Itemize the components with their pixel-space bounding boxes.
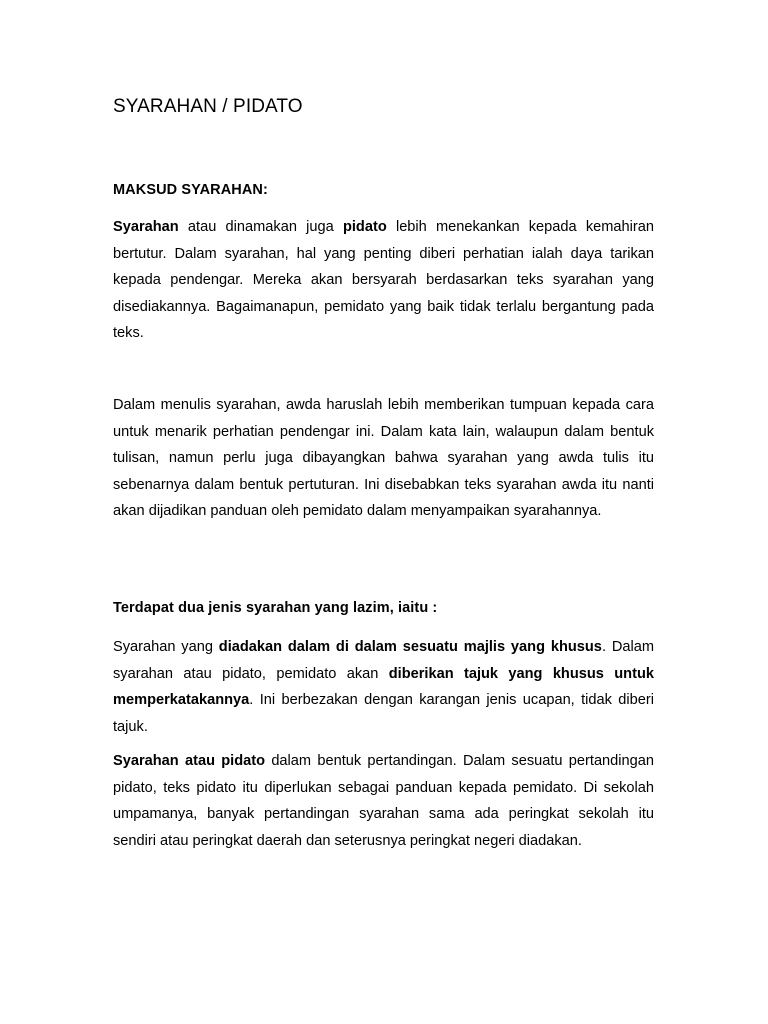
- bold-phrase: Syarahan atau pidato: [113, 753, 266, 769]
- text-span: lebih menekankan kepada kemahiran bertutur. Dalam syarahan, hal yang penting diberi perhatian ialah daya tarikan kepada pendengar. Mereka akan bersyarah berdasarkan teks syarahan yang disediakannya. Bagaimanapun, pemidato yang baik tidak terlalu bergantung pada teks.: [113, 219, 654, 342]
- paragraph-type-one: [113, 634, 654, 740]
- bold-phrase: diberikan tajuk yang khusus untuk memperkatakannya: [113, 665, 654, 709]
- bold-term: Syarahan: [113, 219, 179, 235]
- paragraph-writing-guidance: Dalam menulis syarahan, awda haruslah lebih memberikan tumpuan kepada cara untuk menarik perhatian pendengar ini. Dalam kata lain, walaupun dalam bentuk tulisan, namun perlu juga dibayangkan bahwa syarahan yang awda tulis itu sebenarnya dalam bentuk pertuturan. Ini disebabkan teks syarahan awda itu nanti akan dijadikan panduan oleh pemidato dalam menyampaikan syarahannya.: [113, 397, 654, 520]
- text-span: Syarahan yang: [113, 639, 219, 655]
- text-span: dalam bentuk pertandingan. Dalam sesuatu pertandingan pidato, teks pidato itu diperlukan sebagai panduan kepada pemidato. Di sekolah umpamanya, banyak pertandingan syarahan sama ada peringkat sekolah itu sendiri atau peringkat daerah dan seterusnya peringkat negeri diadakan.: [113, 753, 654, 849]
- text-span: . Ini berbezakan dengan karangan jenis ucapan, tidak diberi tajuk.: [113, 692, 654, 735]
- page-title: SYARAHAN / PIDATO: [113, 96, 303, 117]
- bold-term: pidato: [342, 219, 387, 235]
- bold-phrase: diadakan dalam di dalam sesuatu majlis yang khusus: [218, 639, 602, 655]
- paragraph-definition: [113, 214, 654, 347]
- paragraph-type-two: [113, 748, 654, 854]
- types-heading: Terdapat dua jenis syarahan yang lazim, iaitu :: [113, 600, 438, 616]
- section-heading: MAKSUD SYARAHAN:: [113, 182, 268, 198]
- text-span: . Dalam syarahan atau pidato, pemidato akan: [113, 639, 655, 682]
- text-span: atau dinamakan juga: [178, 219, 343, 235]
